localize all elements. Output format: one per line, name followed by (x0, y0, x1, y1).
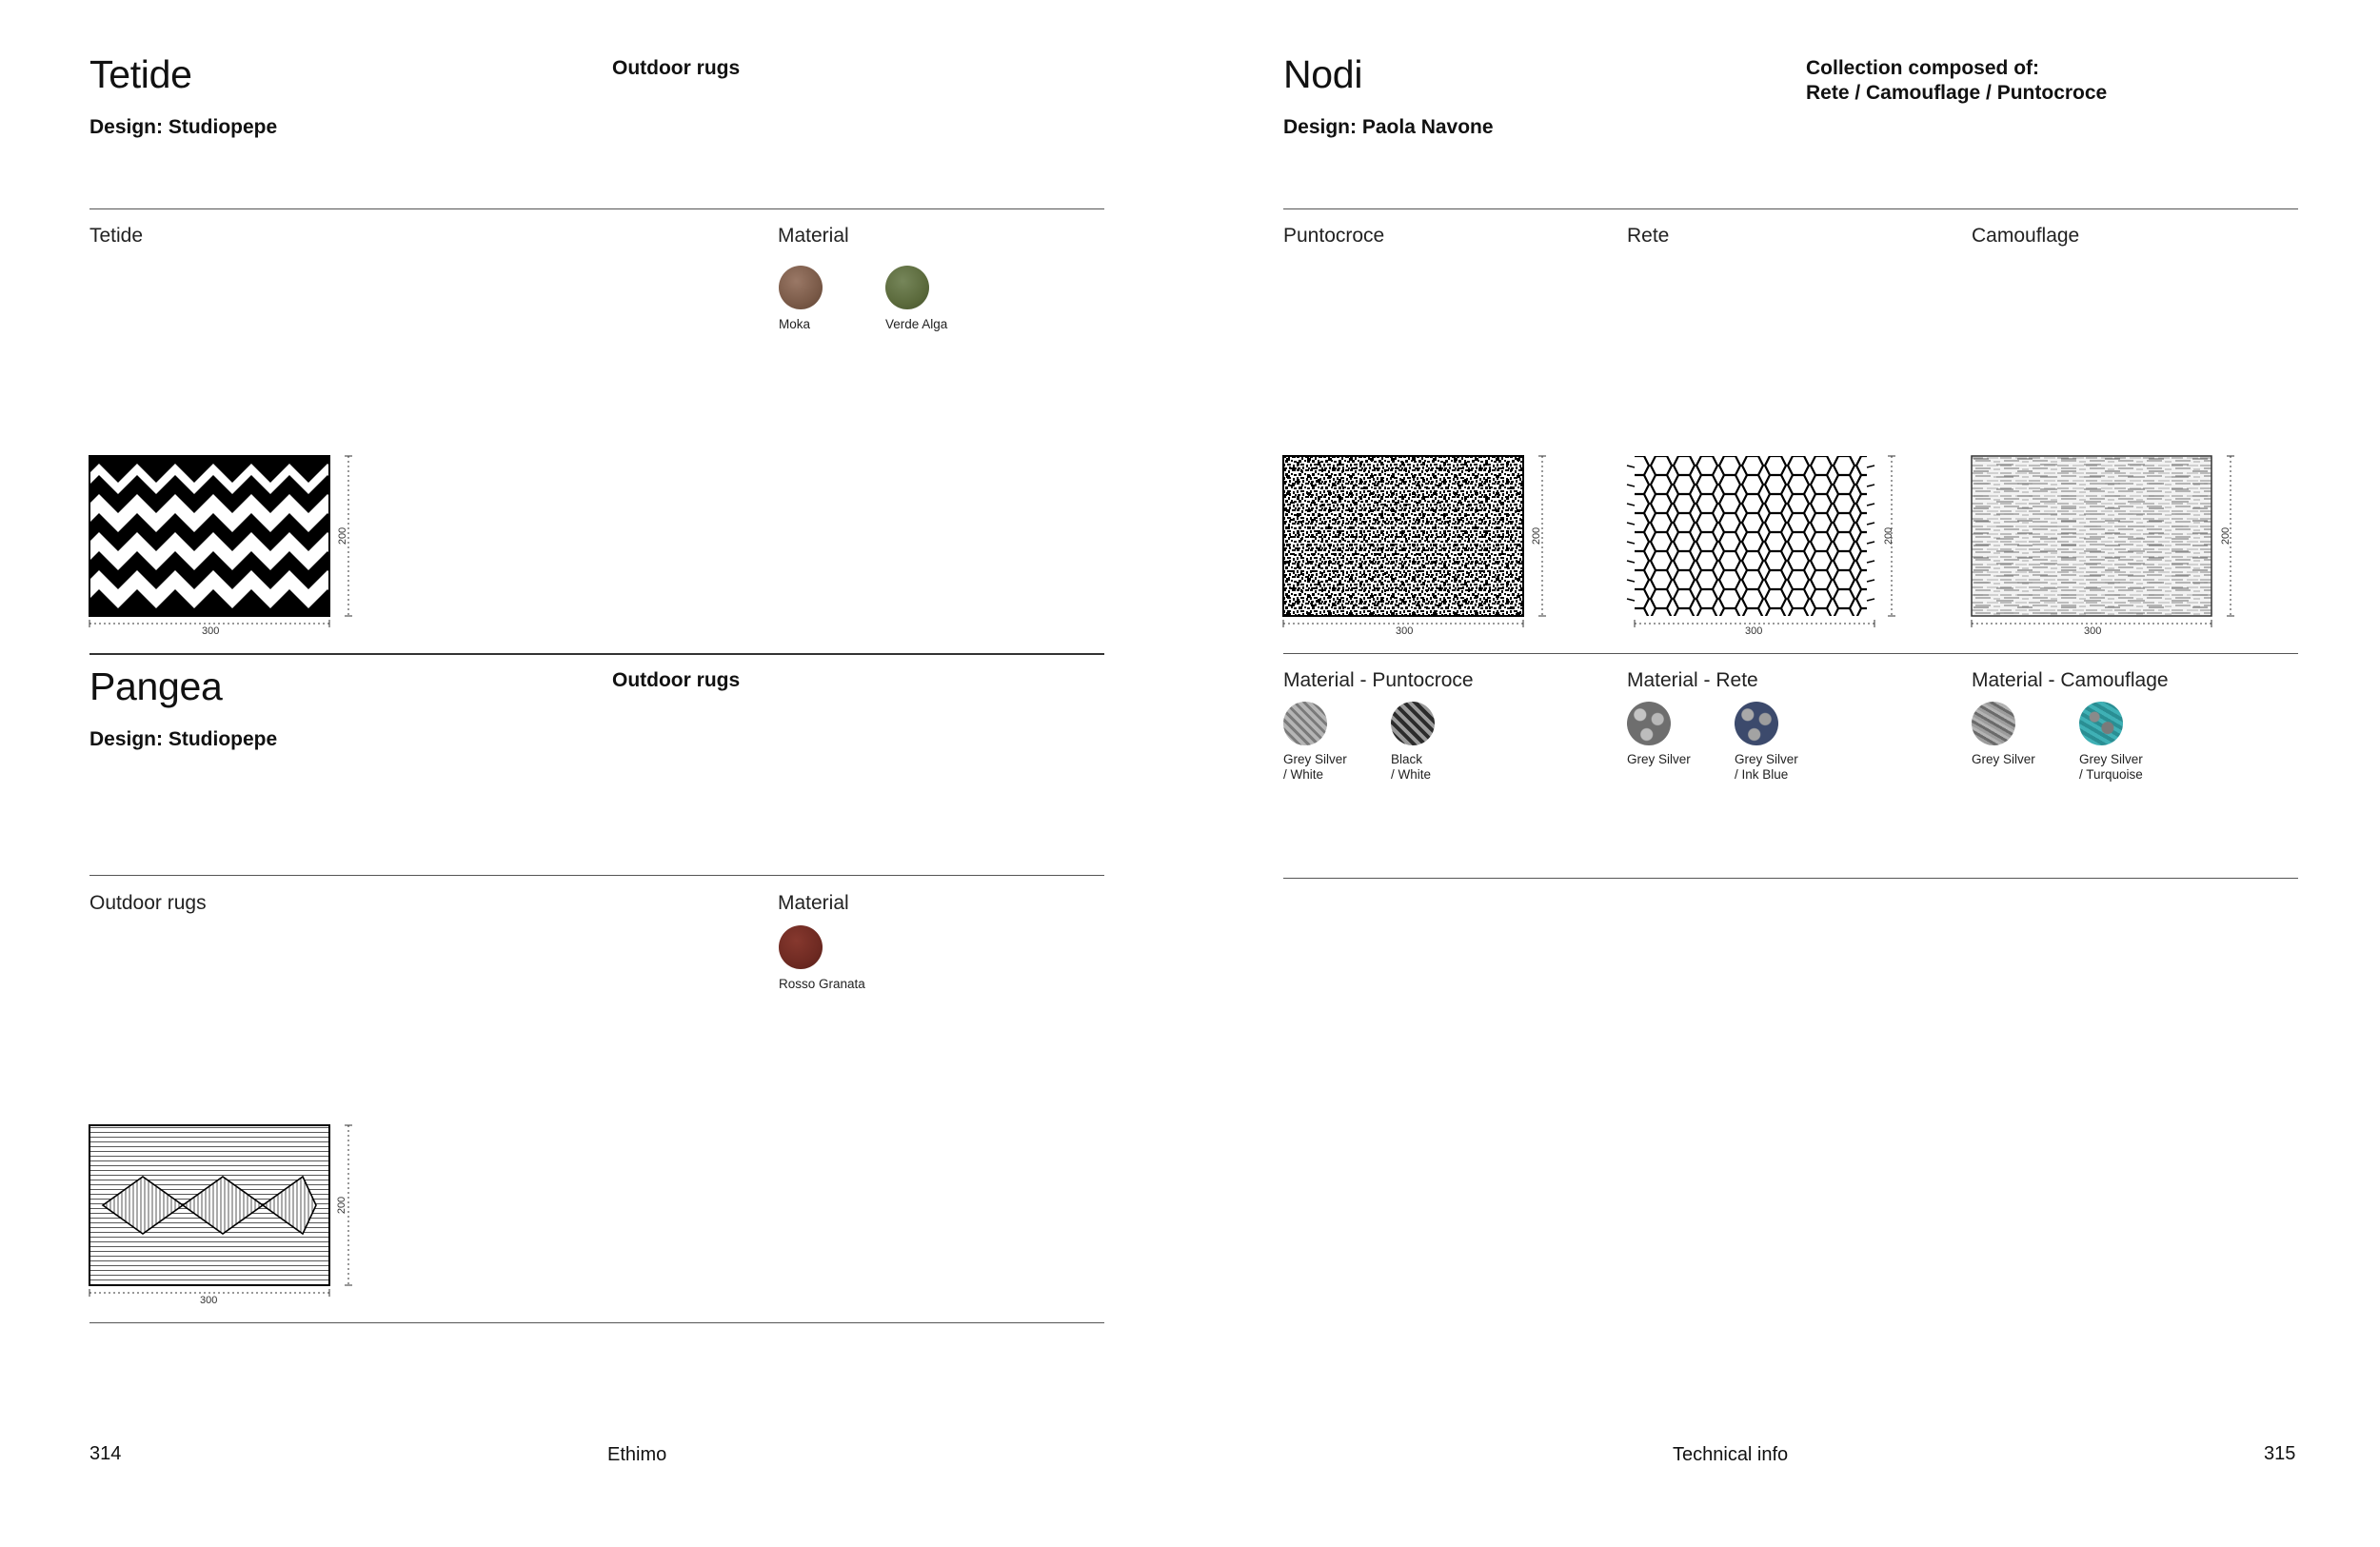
nodi-collection-heading (1806, 56, 2107, 106)
pangea-dim-width: 300 (200, 1295, 218, 1306)
material-swatch-moka[interactable] (779, 266, 823, 309)
tetide-dim-width: 300 (202, 625, 220, 637)
pangea-rug-drawing (89, 1125, 356, 1306)
material-swatch-black-white[interactable] (1391, 702, 1435, 745)
material-swatch-grey-silver-turquoise[interactable] (2079, 702, 2123, 745)
nodi-product-label-puntocroce: Puntocroce (1283, 225, 1385, 247)
tetide-dim-height: 200 (337, 526, 349, 545)
nodi-collection-line2: Rete / Camouflage / Puntocroce (1806, 82, 2108, 104)
pangea-product-label: Outdoor rugs (89, 892, 207, 914)
pangea-title: Pangea (89, 664, 223, 708)
rete-dim-width: 300 (1745, 625, 1763, 637)
puntocroce-dim-height: 200 (1531, 526, 1543, 545)
material-name-rosso-granata: Rosso Granata (779, 977, 865, 991)
material-name-grey-silver-camouflage: Grey Silver (1972, 752, 2035, 766)
material-swatch-grey-silver-ink-blue[interactable] (1735, 702, 1778, 745)
material-name-grey-silver-turquoise: Grey Silver / Turquoise (2079, 752, 2143, 782)
material-name-black-white: Black / White (1391, 752, 1432, 782)
pangea-category: Outdoor rugs (612, 669, 741, 691)
camouflage-dim-width: 300 (2084, 625, 2102, 637)
footer-brand: Ethimo (607, 1444, 667, 1465)
camouflage-rug-drawing (1972, 456, 2238, 637)
pangea-designer: Design: Studiopepe (89, 728, 278, 750)
nodi-designer: Design: Paola Navone (1283, 116, 1494, 138)
pangea-top-rule (89, 875, 1104, 876)
tetide-title: Tetide (89, 52, 192, 96)
pangea-bottom-rule (89, 1322, 1104, 1323)
tetide-rug-drawing (89, 456, 356, 637)
material-name-grey-silver-rete: Grey Silver (1627, 752, 1691, 766)
nodi-product-label-camouflage: Camouflage (1972, 225, 2080, 247)
material-swatch-verde-alga[interactable] (885, 266, 929, 309)
rete-rug-drawing (1627, 456, 1903, 637)
nodi-title: Nodi (1283, 52, 1363, 96)
nodi-bottom-rule (1283, 878, 2298, 879)
tetide-material-label: Material (778, 225, 849, 247)
puntocroce-dim-width: 300 (1396, 625, 1414, 637)
tetide-top-rule (89, 208, 1104, 209)
material-swatch-grey-silver-camouflage[interactable] (1972, 702, 2015, 745)
material-name-verde-alga: Verde Alga (885, 317, 948, 331)
footer-section: Technical info (1673, 1444, 1789, 1465)
material-swatch-grey-silver-rete[interactable] (1627, 702, 1671, 745)
nodi-collection-line1: Collection composed of: (1806, 57, 2040, 79)
puntocroce-rug-drawing (1283, 456, 1550, 637)
nodi-product-label-rete: Rete (1627, 225, 1670, 247)
rete-dim-height: 200 (1883, 526, 1895, 545)
tetide-category: Outdoor rugs (612, 57, 741, 79)
nodi-top-rule (1283, 208, 2298, 209)
page-number-left: 314 (89, 1443, 122, 1464)
tetide-designer: Design: Studiopepe (89, 116, 278, 138)
material-name-grey-silver-white: Grey Silver / White (1283, 752, 1347, 782)
pangea-dim-height: 200 (336, 1196, 348, 1215)
material-name-grey-silver-ink-blue: Grey Silver / Ink Blue (1735, 752, 1798, 782)
material-label-rete: Material - Rete (1627, 669, 1758, 691)
nodi-mid-rule (1283, 653, 2298, 654)
material-name-moka: Moka (779, 317, 811, 331)
pangea-material-label: Material (778, 892, 849, 914)
tetide-bottom-rule (89, 653, 1104, 655)
material-label-camouflage: Material - Camouflage (1972, 669, 2169, 691)
material-label-puntocroce: Material - Puntocroce (1283, 669, 1474, 691)
camouflage-dim-height: 200 (2220, 526, 2232, 545)
page-number-right: 315 (2264, 1443, 2296, 1464)
material-swatch-rosso-granata[interactable] (779, 925, 823, 969)
material-swatch-grey-silver-white[interactable] (1283, 702, 1327, 745)
tetide-product-label: Tetide (89, 225, 144, 247)
